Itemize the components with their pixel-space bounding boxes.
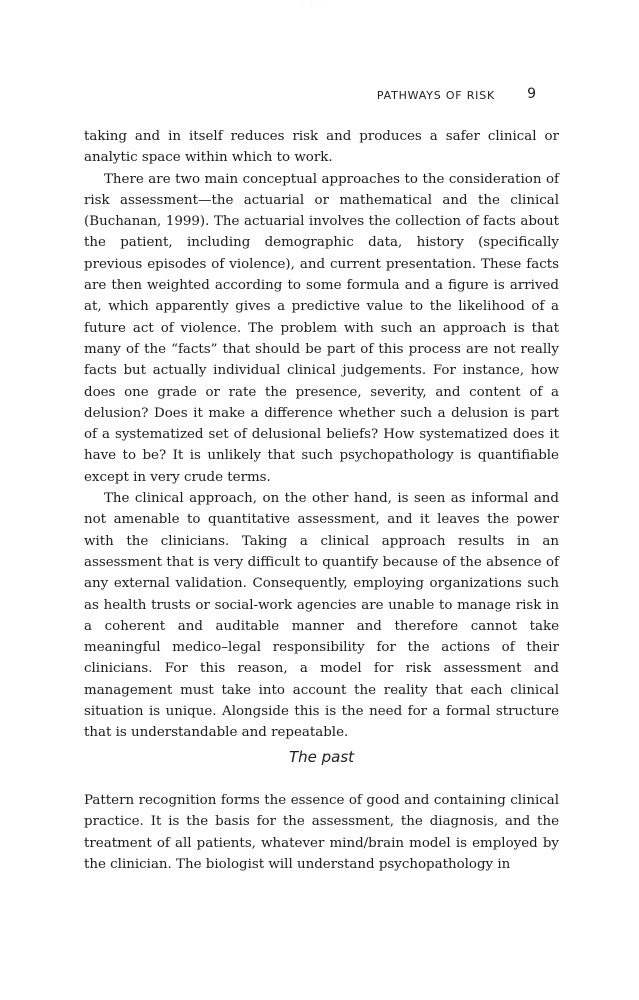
running-title: PATHWAYS OF RISK <box>376 89 495 102</box>
scan-artifact: · ·· · <box>303 3 325 9</box>
body-text <box>84 126 559 744</box>
paragraph-pattern-recognition: Pattern recognition forms the essence of good and containing clinical practice. It is the basis for the assessment, the diagnosis, and the treatment of all patients, whatever mind/brain model is employed by the clinician. The biologist will understand psychopathology in <box>84 793 559 872</box>
running-head <box>0 88 639 108</box>
page-number: 9 <box>527 86 536 102</box>
section-body <box>84 790 559 875</box>
paragraph-risk-approaches: There are two main conceptual approaches to the consideration of risk assessment—the actuarial or mathematical and the clinical (Buchanan, 1999). The actuarial involves the collection of facts about the patient, including demographic data, history (specifically previous episodes of violence), and current presentation. These facts are then weighted according to some formula and a figure is arrived at, which apparently gives a predictive value to the likelihood of a future act of violence. The problem with such an approach is that many of the “facts” that should be part of this process are not really facts but actually individual clinical judgements. For instance, how does one grade or rate the presence, severity, and content of a delusion? Does it make a difference whether such a delusion is part of a systematized set of delusional beliefs? How systematized does it have to be? It is unlikely that such psychopathology is quantifiable except in very crude terms. <box>84 171 559 485</box>
paragraph-continuation: taking and in itself reduces risk and produces a safer clinical or analytic space within which to work. <box>84 129 559 166</box>
paragraph-clinical-approach: The clinical approach, on the other hand, is seen as informal and not amenable to quantitative assessment, and it leaves the power with the clinicians. Taking a clinical approach results in an assessment that is very difficult to quantify because of the absence of any external validation. Consequently, employing organizations such as health trusts or social-work agencies are unable to manage risk in a coherent and auditable manner and therefore cannot take meaningful medico–legal responsibility for the actions of their clinicians. For this reason, a model for risk assessment and management must take into account the reality that each clinical situation is unique. Alongside this is the need for a formal structure that is understandable and repeatable. <box>84 491 559 741</box>
section-heading: The past <box>288 748 355 766</box>
